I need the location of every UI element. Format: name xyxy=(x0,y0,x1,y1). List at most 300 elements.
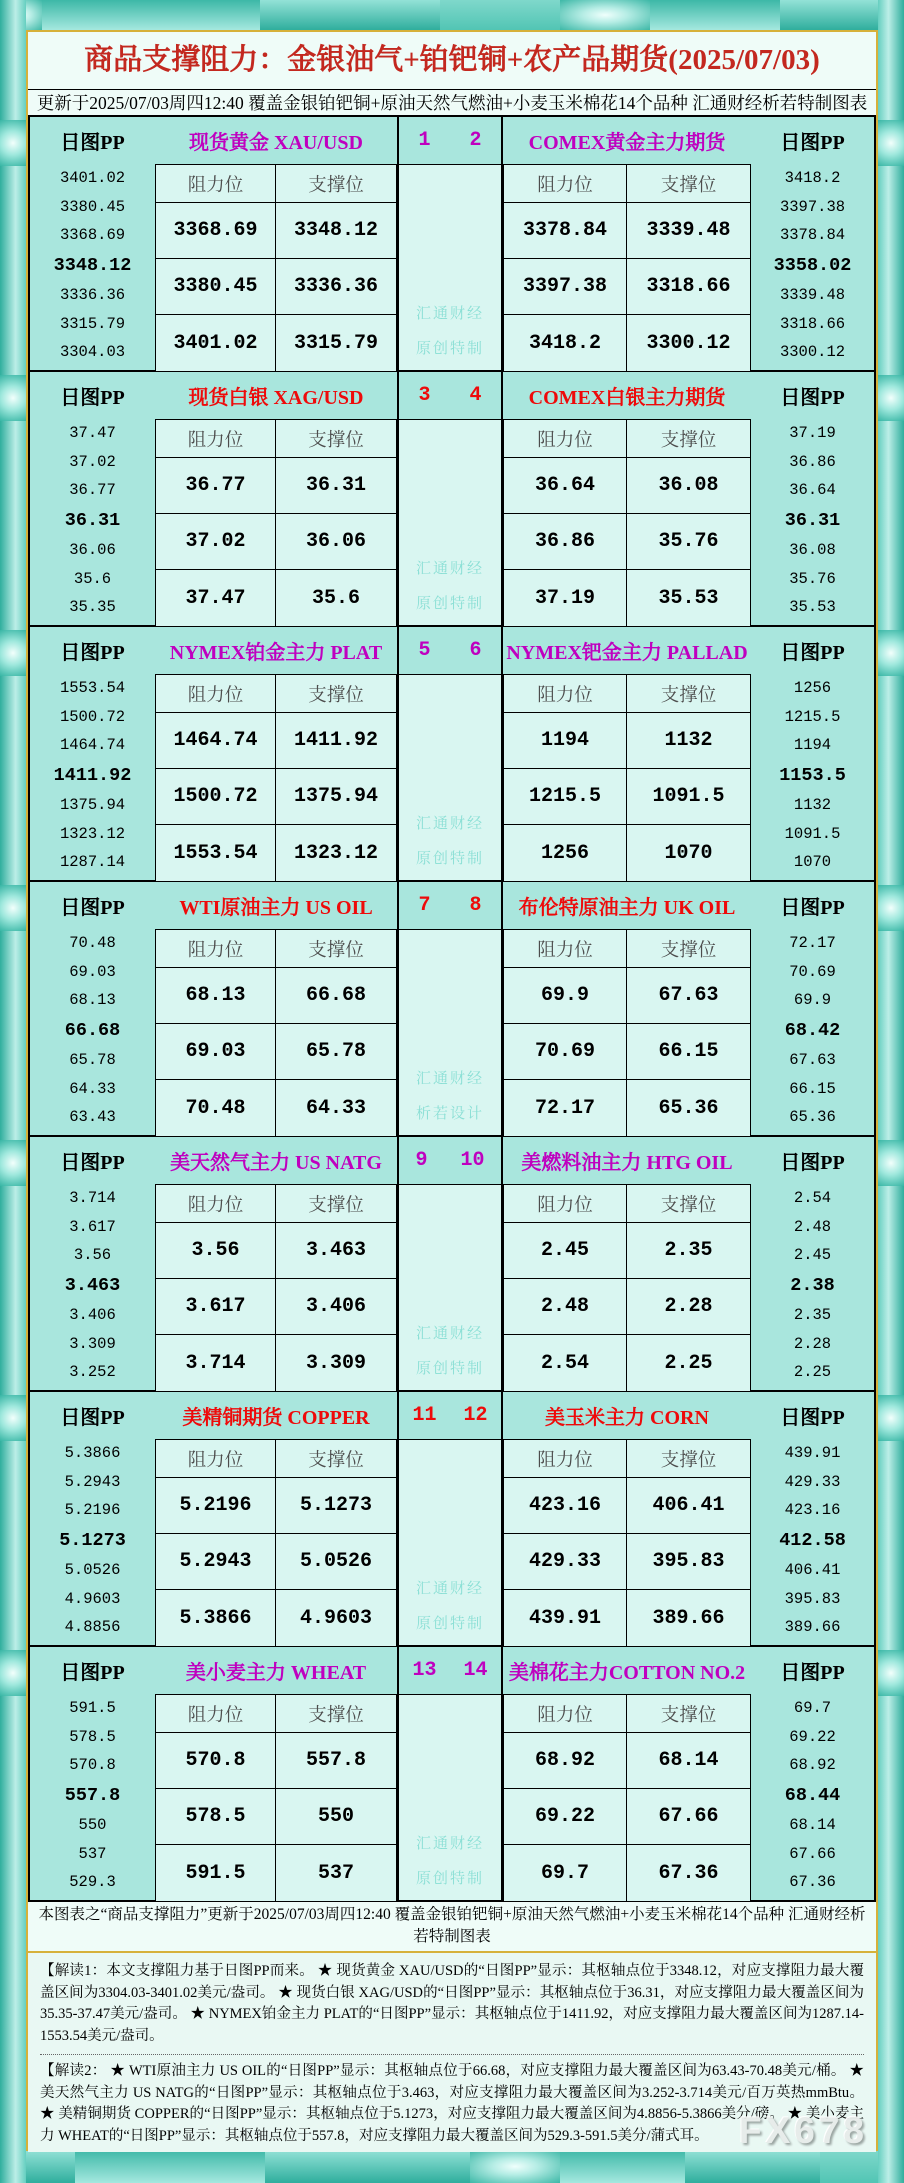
dotted-divider xyxy=(40,2054,864,2055)
page-title: 商品支撑阻力：金银油气+铂钯铜+农产品期货(2025/07/03) xyxy=(84,44,820,76)
pp-value: 3.714 xyxy=(69,1189,116,1207)
pp-value: 3380.45 xyxy=(59,197,126,216)
resistance-value: 439.91 xyxy=(504,1590,627,1646)
border-diamond xyxy=(878,885,904,931)
instrument-title-right: 美燃料油主力 HTG OIL xyxy=(521,1152,733,1174)
pp-header-left: 日图PP xyxy=(60,1407,125,1429)
pp-value: 70.69 xyxy=(789,962,836,981)
pp-list-left xyxy=(30,419,155,625)
support-value: 3339.48 xyxy=(627,203,750,259)
pp-value: 3.406 xyxy=(69,1306,116,1325)
support-value: 3.463 xyxy=(276,1223,396,1279)
middle-divider xyxy=(397,419,503,625)
pair-number-left: 1 xyxy=(418,129,431,152)
resistance-header: 阻力位 xyxy=(156,165,276,203)
pp-value: 1194 xyxy=(793,736,832,755)
middle-divider xyxy=(397,1184,503,1390)
instrument-title-left: WTI原油主力 US OIL xyxy=(179,897,373,919)
pp-header-right: 日图PP xyxy=(780,1662,845,1684)
support-header: 支撑位 xyxy=(627,675,750,713)
support-header: 支撑位 xyxy=(276,420,396,458)
left-table xyxy=(155,164,397,370)
pair-numbers xyxy=(397,1392,503,1439)
pp-value: 1070 xyxy=(793,853,832,872)
left-table xyxy=(155,929,397,1135)
pp-value: 5.2196 xyxy=(64,1501,121,1520)
pp-value: 3300.12 xyxy=(779,343,846,362)
pp-header-right: 日图PP xyxy=(780,1152,845,1174)
watermark-line-1: 汇通财经 xyxy=(415,1836,484,1852)
watermark-line-1: 汇通财经 xyxy=(415,561,484,577)
right-table xyxy=(503,1184,751,1390)
pp-value: 66.15 xyxy=(789,1079,836,1098)
middle-divider xyxy=(397,674,503,880)
brand-logo-watermark: FX678 xyxy=(738,2109,868,2151)
pp-value: 35.76 xyxy=(789,569,836,588)
pp-value: 1132 xyxy=(793,796,832,815)
pp-value: 406.41 xyxy=(784,1561,841,1580)
left-table xyxy=(155,1184,397,1390)
support-value: 66.15 xyxy=(627,1024,750,1080)
resistance-value: 69.03 xyxy=(156,1024,276,1080)
instrument-title-right: COMEX黄金主力期货 xyxy=(528,132,726,154)
footer-note: 本图表之“商品支撑阻力”更新于2025/07/03周四12:40 覆盖金银铂钯铜+原油天然气燃油+小麦玉米棉花14个品种 汇通财经析若特制图表 xyxy=(28,1902,876,1953)
support-value: 64.33 xyxy=(276,1080,396,1136)
pp-pivot-value: 1153.5 xyxy=(779,764,846,786)
watermark-line-1: 汇通财经 xyxy=(415,816,484,832)
support-header: 支撑位 xyxy=(276,165,396,203)
border-segment xyxy=(42,0,260,30)
pp-value: 3397.38 xyxy=(779,197,846,216)
pair-numbers xyxy=(397,627,503,674)
middle-divider xyxy=(397,929,503,1135)
pp-pivot-value: 3348.12 xyxy=(53,254,132,276)
pp-value: 69.7 xyxy=(793,1699,832,1717)
resistance-value: 1194 xyxy=(504,713,627,769)
pair-number-left: 7 xyxy=(418,894,431,917)
support-header: 支撑位 xyxy=(276,675,396,713)
resistance-value: 68.92 xyxy=(504,1733,627,1789)
resistance-value: 3.617 xyxy=(156,1279,276,1335)
pp-list-right xyxy=(751,164,874,370)
pp-value: 3339.48 xyxy=(779,286,846,305)
border-facet xyxy=(560,0,650,30)
interpretation-1: 【解读1：本文支撑阻力基于日图PP而来。 ★ 现货黄金 XAU/USD的“日图PP”显示：其枢轴点位于3348.12，对应支撑阻力最大覆盖区间为3304.03-3401.02美元/盎司。 ★ 现货白银 XAG/USD的“日图PP”显示：其枢轴点位于36.31，对应支撑阻力最大覆盖区间为35.35-37.47美元/盎司。 ★ NYMEX铂金主力 PLAT的“日图PP”显示：其枢轴点位于1411.92，对应支撑阻力最大覆盖区间为1287.14-1553.54美元/盎司。 xyxy=(40,1962,864,2045)
resistance-value: 1256 xyxy=(504,825,627,881)
pp-value: 1375.94 xyxy=(59,796,126,815)
pp-value: 3304.03 xyxy=(59,343,126,362)
resistance-header: 阻力位 xyxy=(504,675,627,713)
pp-header-right: 日图PP xyxy=(780,132,845,154)
middle-divider xyxy=(397,164,503,370)
resistance-value: 1464.74 xyxy=(156,713,276,769)
pp-list-left xyxy=(30,929,155,1135)
pp-pivot-value: 36.31 xyxy=(64,509,121,531)
left-table xyxy=(155,1439,397,1645)
pp-list-right xyxy=(751,674,874,880)
resistance-value: 429.33 xyxy=(504,1534,627,1590)
support-value: 1323.12 xyxy=(276,825,396,881)
pp-value: 63.43 xyxy=(69,1108,116,1127)
instrument-title-left: NYMEX铂金主力 PLAT xyxy=(169,642,383,664)
support-value: 68.14 xyxy=(627,1733,750,1789)
pp-value: 570.8 xyxy=(69,1756,116,1775)
pp-header-right: 日图PP xyxy=(780,642,845,664)
pp-value: 3315.79 xyxy=(59,314,126,333)
pp-value: 2.28 xyxy=(793,1334,832,1353)
pp-header-left: 日图PP xyxy=(60,1152,125,1174)
pp-value: 3368.69 xyxy=(59,226,126,245)
resistance-value: 3.714 xyxy=(156,1335,276,1391)
support-value: 36.06 xyxy=(276,514,396,570)
resistance-value: 5.2943 xyxy=(156,1534,276,1590)
instrument-title-right: NYMEX钯金主力 PALLAD xyxy=(506,642,748,664)
pp-value: 35.35 xyxy=(69,598,116,617)
pp-list-left xyxy=(30,164,155,370)
support-value: 3.309 xyxy=(276,1335,396,1391)
pp-value: 3378.84 xyxy=(779,226,846,245)
pp-header-right: 日图PP xyxy=(780,897,845,919)
resistance-value: 3.56 xyxy=(156,1223,276,1279)
pp-header-left: 日图PP xyxy=(60,132,125,154)
right-table xyxy=(503,1694,751,1900)
pp-value: 1553.54 xyxy=(59,679,126,697)
pp-pivot-value: 66.68 xyxy=(64,1019,121,1041)
pp-value: 395.83 xyxy=(784,1589,841,1608)
instrument-title-right: 美棉花主力COTTON NO.2 xyxy=(508,1662,746,1684)
support-value: 3318.66 xyxy=(627,259,750,315)
support-value: 395.83 xyxy=(627,1534,750,1590)
pp-value: 2.45 xyxy=(793,1246,832,1265)
watermark-line-1: 汇通财经 xyxy=(415,1326,484,1342)
border-diamond xyxy=(878,375,904,421)
pp-value: 2.48 xyxy=(793,1217,832,1236)
resistance-header: 阻力位 xyxy=(504,1695,627,1733)
pp-value: 69.9 xyxy=(793,991,832,1010)
watermark-line-2: 析若设计 xyxy=(415,1106,484,1122)
support-value: 5.0526 xyxy=(276,1534,396,1590)
support-value: 3315.79 xyxy=(276,315,396,371)
pair-number-right: 4 xyxy=(469,384,482,407)
pair-number-left: 9 xyxy=(415,1149,428,1172)
pp-value: 1215.5 xyxy=(784,707,841,726)
support-value: 2.28 xyxy=(627,1279,750,1335)
pp-value: 65.36 xyxy=(789,1108,836,1127)
watermark-line-2: 原创特制 xyxy=(415,1361,484,1377)
watermark-line-2: 原创特制 xyxy=(415,596,484,612)
border-segment xyxy=(560,2150,685,2183)
pair-number-right: 2 xyxy=(469,129,482,152)
pp-value: 68.13 xyxy=(69,991,116,1010)
pair-number-right: 6 xyxy=(469,639,482,662)
resistance-value: 3368.69 xyxy=(156,203,276,259)
pp-value: 423.16 xyxy=(784,1501,841,1520)
pp-value: 69.22 xyxy=(789,1727,836,1746)
pair-number-left: 3 xyxy=(418,384,431,407)
pp-pivot-value: 412.58 xyxy=(779,1529,846,1551)
pp-value: 3.252 xyxy=(69,1363,116,1382)
support-header: 支撑位 xyxy=(627,1695,750,1733)
support-header: 支撑位 xyxy=(276,1695,396,1733)
resistance-value: 70.69 xyxy=(504,1024,627,1080)
resistance-header: 阻力位 xyxy=(504,420,627,458)
instrument-title-left: 美小麦主力 WHEAT xyxy=(185,1662,367,1684)
border-diamond xyxy=(0,375,26,421)
support-value: 2.35 xyxy=(627,1223,750,1279)
pp-list-right xyxy=(751,1184,874,1390)
middle-divider xyxy=(397,1694,503,1900)
support-value: 66.68 xyxy=(276,968,396,1024)
pp-header-left: 日图PP xyxy=(60,642,125,664)
pp-value: 1287.14 xyxy=(59,853,126,872)
pp-value: 2.54 xyxy=(793,1189,832,1207)
support-header: 支撑位 xyxy=(627,930,750,968)
pp-value: 64.33 xyxy=(69,1079,116,1098)
border-facet xyxy=(470,2150,560,2183)
support-value: 4.9603 xyxy=(276,1590,396,1646)
pp-value: 36.86 xyxy=(789,452,836,471)
commodity-block xyxy=(30,117,874,372)
resistance-value: 69.9 xyxy=(504,968,627,1024)
pp-pivot-value: 68.44 xyxy=(784,1784,841,1806)
pair-numbers xyxy=(397,117,503,164)
support-value: 3336.36 xyxy=(276,259,396,315)
resistance-value: 2.45 xyxy=(504,1223,627,1279)
middle-divider xyxy=(397,1439,503,1645)
left-table xyxy=(155,1694,397,1900)
support-value: 5.1273 xyxy=(276,1478,396,1534)
pp-value: 4.8856 xyxy=(64,1618,121,1637)
pp-value: 2.35 xyxy=(793,1306,832,1325)
watermark-line-2: 原创特制 xyxy=(415,341,484,357)
support-value: 36.31 xyxy=(276,458,396,514)
instrument-title-left: 现货白银 XAG/USD xyxy=(188,387,364,409)
pp-list-left xyxy=(30,1184,155,1390)
pp-value: 3.56 xyxy=(73,1246,112,1265)
resistance-value: 36.86 xyxy=(504,514,627,570)
resistance-value: 5.3866 xyxy=(156,1590,276,1646)
interpretation-2: 【解读2： ★ WTI原油主力 US OIL的“日图PP”显示：其枢轴点位于66.68，对应支撑阻力最大覆盖区间为63.43-70.48美元/桶。 ★ 美天然气主力 US NATG的“日图PP”显示：其枢轴点位于3.463，对应支撑阻力最大覆盖区间为3.252-3.714美元/百万英热mmBtu。 ★ 美精铜期货 COPPER的“日图PP”显示：其枢轴点位于5.1273，对应支撑阻力最大覆盖区间为4.8856-5.3866美分/磅。 ★ 美小麦主力 WHEAT的“日图PP”显示：其枢轴点位于557.8，对应支撑阻力最大覆盖区间为529.3-591.5美分/蒲式耳。 xyxy=(40,2062,864,2145)
resistance-value: 2.54 xyxy=(504,1335,627,1391)
pp-value: 550 xyxy=(78,1816,107,1835)
support-header: 支撑位 xyxy=(276,1440,396,1478)
pp-list-right xyxy=(751,419,874,625)
pp-value: 37.19 xyxy=(789,424,836,442)
pp-value: 68.14 xyxy=(789,1816,836,1835)
pp-value: 3.309 xyxy=(69,1334,116,1353)
pair-number-left: 5 xyxy=(418,639,431,662)
support-value: 65.36 xyxy=(627,1080,750,1136)
support-value: 67.63 xyxy=(627,968,750,1024)
support-value: 3348.12 xyxy=(276,203,396,259)
border-diamond xyxy=(878,1140,904,1186)
pp-pivot-value: 557.8 xyxy=(64,1784,121,1806)
resistance-header: 阻力位 xyxy=(156,930,276,968)
pp-value: 5.2943 xyxy=(64,1472,121,1491)
watermark-line-2: 原创特制 xyxy=(415,851,484,867)
support-header: 支撑位 xyxy=(276,1185,396,1223)
border-diamond xyxy=(878,1395,904,1441)
pp-pivot-value: 3358.02 xyxy=(773,254,852,276)
pair-number-right: 10 xyxy=(460,1149,485,1172)
pp-header-right: 日图PP xyxy=(780,1407,845,1429)
support-header: 支撑位 xyxy=(276,930,396,968)
border-diamond xyxy=(0,630,26,676)
border-diamond xyxy=(0,885,26,931)
border-segment xyxy=(260,0,440,30)
pair-numbers xyxy=(397,882,503,929)
pp-value: 3418.2 xyxy=(784,169,841,187)
pp-value: 1323.12 xyxy=(59,824,126,843)
border-segment xyxy=(685,2150,820,2183)
pp-value: 72.17 xyxy=(789,934,836,952)
support-value: 1411.92 xyxy=(276,713,396,769)
pp-value: 67.66 xyxy=(789,1844,836,1863)
pp-value: 36.77 xyxy=(69,481,116,500)
pair-numbers xyxy=(397,1647,503,1694)
border-diamond xyxy=(0,1140,26,1186)
support-header: 支撑位 xyxy=(627,420,750,458)
border-segment xyxy=(650,0,780,30)
pp-pivot-value: 2.38 xyxy=(790,1274,835,1296)
instrument-title-right: COMEX白银主力期货 xyxy=(528,387,726,409)
commodity-block xyxy=(30,627,874,882)
border-diamond xyxy=(0,1395,26,1441)
resistance-value: 3397.38 xyxy=(504,259,627,315)
pair-number-right: 12 xyxy=(463,1404,488,1427)
resistance-header: 阻力位 xyxy=(156,675,276,713)
pp-value: 3336.36 xyxy=(59,286,126,305)
resistance-value: 37.02 xyxy=(156,514,276,570)
resistance-header: 阻力位 xyxy=(156,1185,276,1223)
support-value: 67.36 xyxy=(627,1845,750,1901)
border-segment xyxy=(265,2150,470,2183)
border-diamond xyxy=(0,120,26,166)
resistance-value: 68.13 xyxy=(156,968,276,1024)
update-line: 更新于2025/07/03周四12:40 覆盖金银铂钯铜+原油天然气燃油+小麦玉米棉花14个品种 汇通财经析若特制图表 xyxy=(28,89,876,115)
resistance-value: 69.7 xyxy=(504,1845,627,1901)
instrument-title-right: 布伦特原油主力 UK OIL xyxy=(518,897,736,919)
right-table xyxy=(503,1439,751,1645)
pp-value: 65.78 xyxy=(69,1051,116,1070)
commodity-block xyxy=(30,372,874,627)
resistance-value: 37.47 xyxy=(156,570,276,626)
pp-pivot-value: 5.1273 xyxy=(59,1529,126,1551)
support-value: 1132 xyxy=(627,713,750,769)
support-value: 1091.5 xyxy=(627,769,750,825)
pp-value: 1464.74 xyxy=(59,736,126,755)
pp-header-left: 日图PP xyxy=(60,1662,125,1684)
resistance-value: 37.19 xyxy=(504,570,627,626)
resistance-value: 69.22 xyxy=(504,1789,627,1845)
support-value: 36.08 xyxy=(627,458,750,514)
decorative-border-right xyxy=(878,0,904,2183)
pp-value: 37.02 xyxy=(69,452,116,471)
pp-list-left xyxy=(30,674,155,880)
pp-value: 1500.72 xyxy=(59,707,126,726)
resistance-header: 阻力位 xyxy=(504,1440,627,1478)
pp-pivot-value: 36.31 xyxy=(784,509,841,531)
resistance-value: 3380.45 xyxy=(156,259,276,315)
pp-value: 69.03 xyxy=(69,962,116,981)
instrument-title-left: 美天然气主力 US NATG xyxy=(170,1152,382,1174)
support-value: 406.41 xyxy=(627,1478,750,1534)
support-value: 65.78 xyxy=(276,1024,396,1080)
support-value: 35.76 xyxy=(627,514,750,570)
pp-list-left xyxy=(30,1439,155,1645)
pp-header-left: 日图PP xyxy=(60,897,125,919)
pp-value: 70.48 xyxy=(69,934,116,952)
support-value: 35.6 xyxy=(276,570,396,626)
pp-list-right xyxy=(751,929,874,1135)
pp-value: 537 xyxy=(78,1844,107,1863)
resistance-value: 1500.72 xyxy=(156,769,276,825)
pp-value: 439.91 xyxy=(784,1444,841,1462)
pp-value: 529.3 xyxy=(69,1873,116,1892)
resistance-value: 2.48 xyxy=(504,1279,627,1335)
watermark-line-1: 汇通财经 xyxy=(415,1071,484,1087)
pair-number-right: 14 xyxy=(463,1659,488,1682)
pp-value: 36.06 xyxy=(69,541,116,560)
pair-number-left: 11 xyxy=(412,1404,437,1427)
resistance-header: 阻力位 xyxy=(504,930,627,968)
instrument-title-right: 美玉米主力 CORN xyxy=(545,1407,709,1429)
support-value: 67.66 xyxy=(627,1789,750,1845)
commodity-block xyxy=(30,1392,874,1647)
support-value: 3300.12 xyxy=(627,315,750,371)
pair-number-right: 8 xyxy=(469,894,482,917)
pp-value: 36.64 xyxy=(789,481,836,500)
border-diamond xyxy=(878,630,904,676)
right-table xyxy=(503,164,751,370)
pp-pivot-value: 3.463 xyxy=(64,1274,121,1296)
pp-value: 578.5 xyxy=(69,1727,116,1746)
resistance-value: 591.5 xyxy=(156,1845,276,1901)
watermark-line-2: 原创特制 xyxy=(415,1871,484,1887)
pp-value: 1256 xyxy=(793,679,832,697)
right-table xyxy=(503,929,751,1135)
pp-value: 3318.66 xyxy=(779,314,846,333)
decorative-border-top xyxy=(0,0,904,30)
resistance-value: 1215.5 xyxy=(504,769,627,825)
pp-pivot-value: 1411.92 xyxy=(53,764,132,786)
resistance-header: 阻力位 xyxy=(156,1440,276,1478)
pair-numbers xyxy=(397,1137,503,1184)
border-diamond xyxy=(878,1650,904,1696)
border-segment xyxy=(440,0,560,30)
pp-value: 3401.02 xyxy=(59,169,126,187)
pp-value: 5.0526 xyxy=(64,1561,121,1580)
watermark-line-1: 汇通财经 xyxy=(415,306,484,322)
blocks xyxy=(28,115,876,1902)
support-header: 支撑位 xyxy=(627,165,750,203)
commodity-block xyxy=(30,1137,874,1392)
resistance-header: 阻力位 xyxy=(156,420,276,458)
pair-number-left: 13 xyxy=(412,1659,437,1682)
support-value: 389.66 xyxy=(627,1590,750,1646)
resistance-value: 36.64 xyxy=(504,458,627,514)
resistance-value: 5.2196 xyxy=(156,1478,276,1534)
resistance-value: 1553.54 xyxy=(156,825,276,881)
pp-value: 591.5 xyxy=(69,1699,116,1717)
pp-header-right: 日图PP xyxy=(780,387,845,409)
pp-list-left xyxy=(30,1694,155,1900)
support-value: 1070 xyxy=(627,825,750,881)
left-table xyxy=(155,674,397,880)
pp-header-left: 日图PP xyxy=(60,387,125,409)
support-header: 支撑位 xyxy=(627,1440,750,1478)
resistance-value: 70.48 xyxy=(156,1080,276,1136)
